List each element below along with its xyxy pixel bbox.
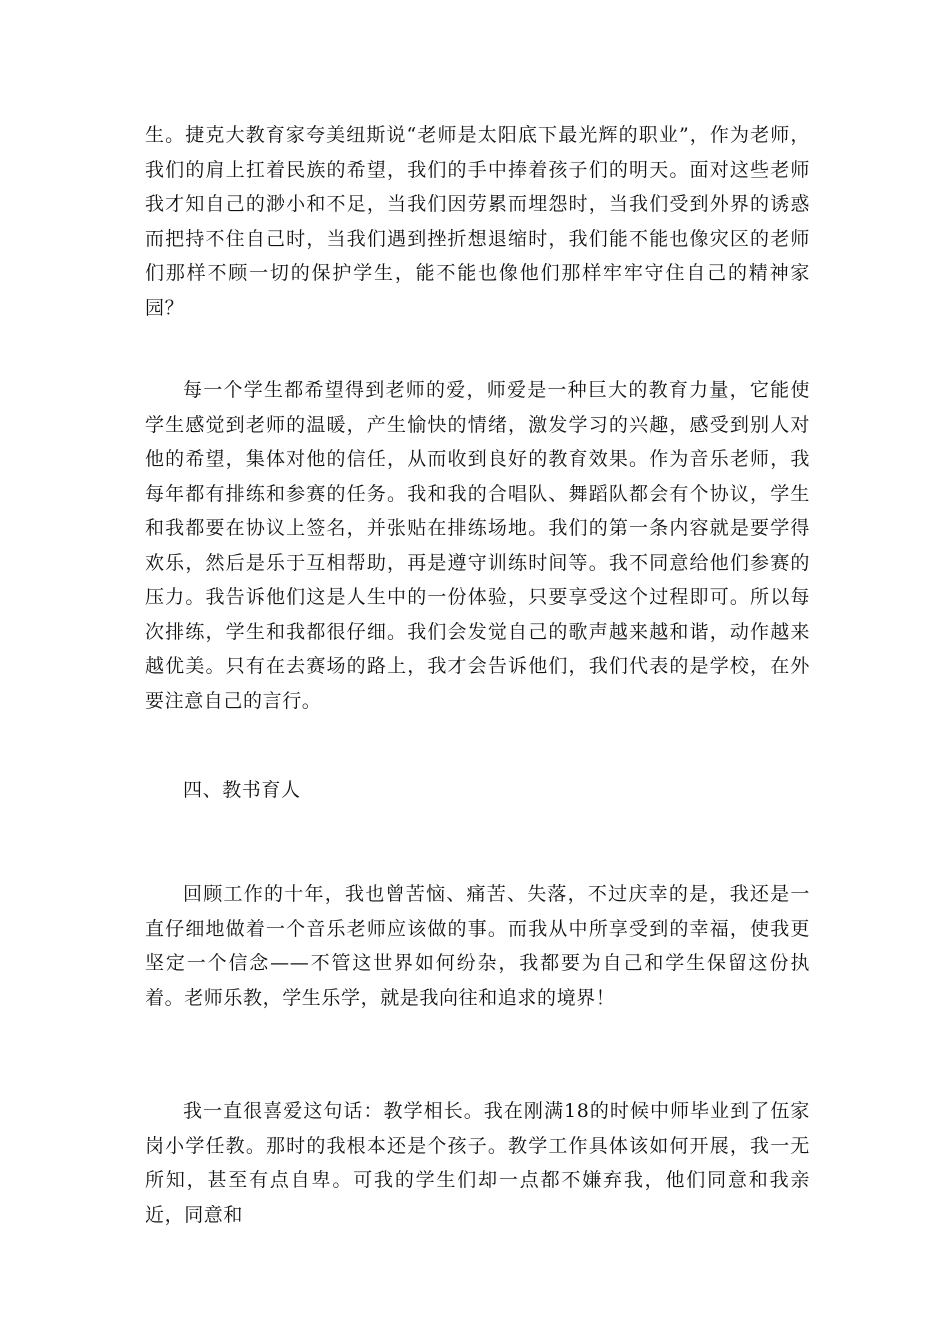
paragraph-continuation: 生。捷克大教育家夸美纽斯说“老师是太阳底下最光辉的职业”，作为老师，我们的肩上扛着民族的希望，我们的手中捧着孩子们的明天。面对这些老师我才知自己的渺小和不足，当我们因劳累而埋怨时，当我们受到外界的诱惑而把持不住自己时，当我们遇到挫折想退缩时，我们能不能也像灾区的老师们那样不顾一切的保护学生，能不能也像他们那样牢牢守住自己的精神家园？ xyxy=(145,124,810,319)
paragraph-teaching-growth: 我一直很喜爱这句话：教学相长。我在刚满18的时候中师毕业到了伍家岗小学任教。那时的我根本还是个孩子。教学工作具体该如何开展，我一无所知，甚至有点自卑。可我的学生们却一点都不嫌弃我，他们同意和我亲近，同意和 xyxy=(145,1100,810,1226)
paragraph-teacher-love: 每一个学生都希望得到老师的爱，师爱是一种巨大的教育力量，它能使学生感觉到老师的温暖，产生愉快的情绪，激发学习的兴趣，感受到别人对他的希望，集体对他的信任，从而收到良好的教育效果。作为音乐老师，我每年都有排练和参赛的任务。我和我的合唱队、舞蹈队都会有个协议，学生和我都要在协议上签名，并张贴在排练场地。我们的第一条内容就是要学得欢乐，然后是乐于互相帮助，再是遵守训练时间等。我不同意给他们参赛的压力。我告诉他们这是人生中的一份体验，只要享受这个过程即可。所以每次排练，学生和我都很仔细。我们会发觉自己的歌声越来越和谐，动作越来越优美。只有在去赛场的路上，我才会告诉他们，我们代表的是学校，在外要注意自己的言行。 xyxy=(145,379,810,712)
section-heading: 四、教书育人 xyxy=(183,779,301,801)
paragraph-ten-years: 回顾工作的十年，我也曾苦恼、痛苦、失落，不过庆幸的是，我还是一直仔细地做着一个音乐老师应该做的事。而我从中所享受到的幸福，使我更坚定一个信念——不管这世界如何纷杂，我都要为自己和学生保留这份执着。老师乐教，学生乐学，就是我向往和追求的境界！ xyxy=(145,883,810,1009)
